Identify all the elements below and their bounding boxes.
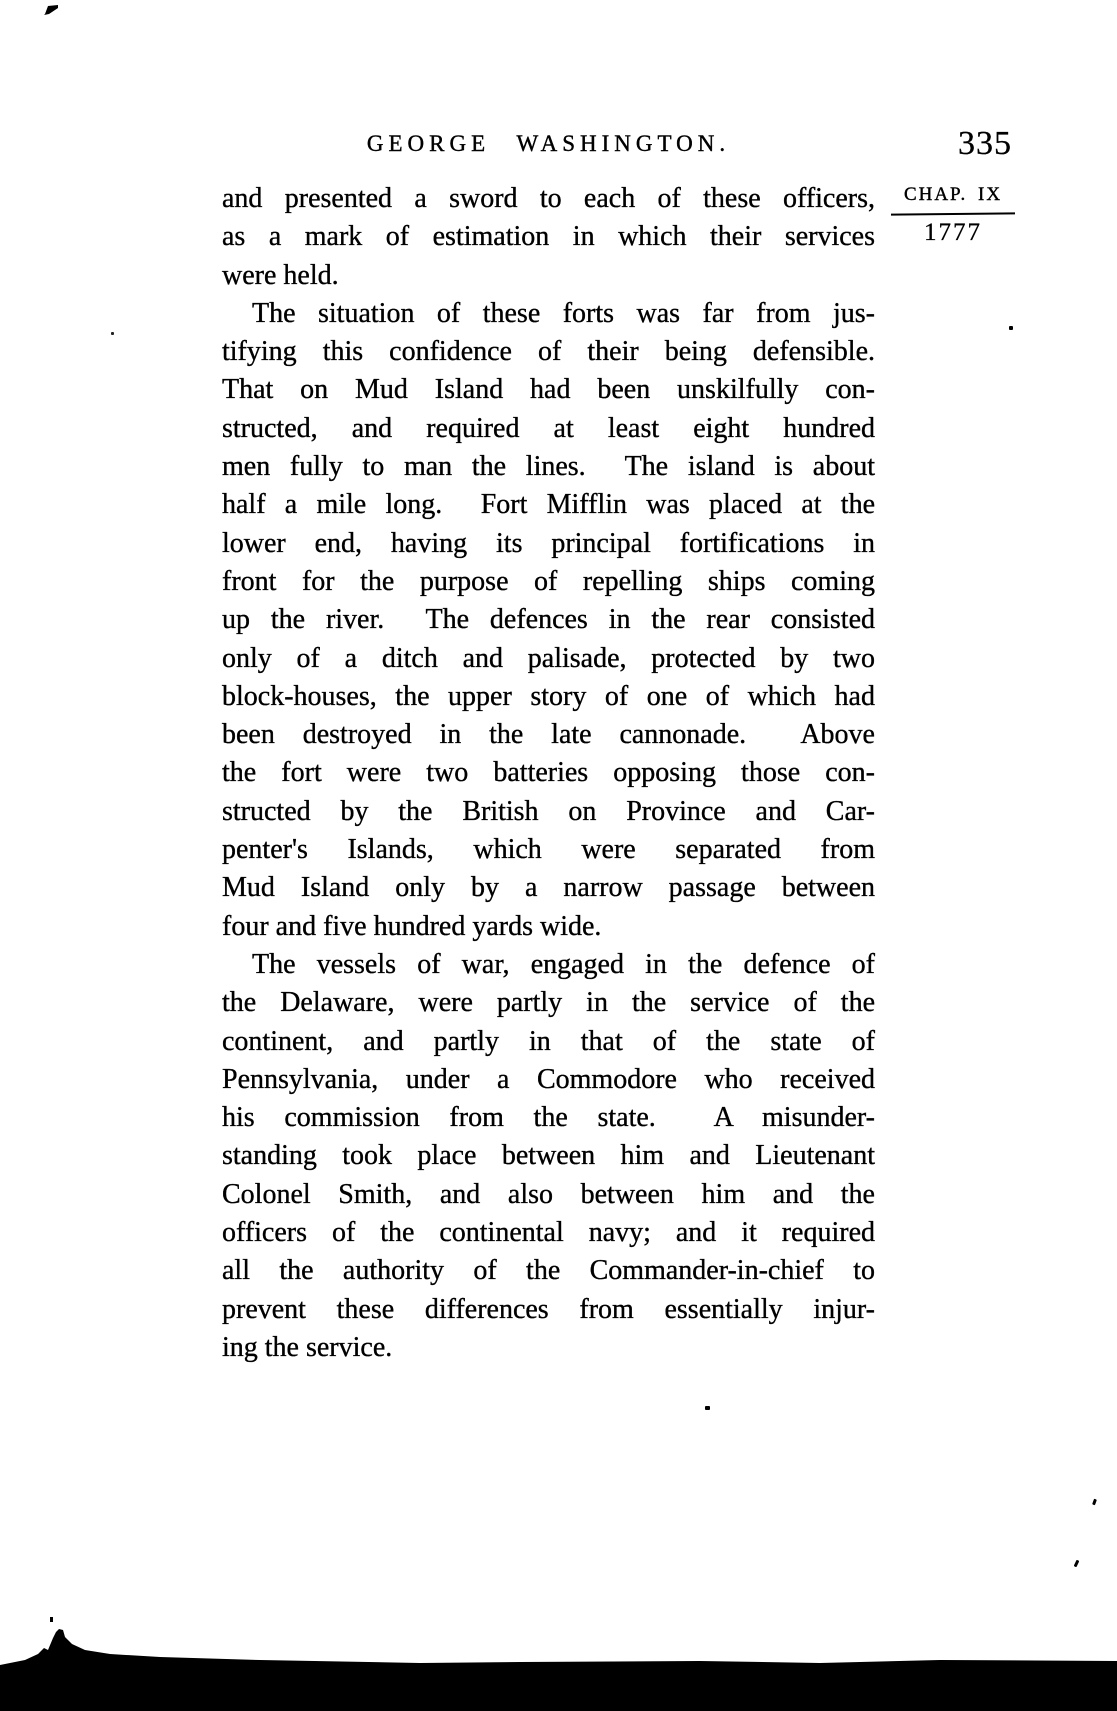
text-line: all the authority of the Commander-in-chief to xyxy=(222,1255,875,1287)
text-line: tifying this confidence of their being defensible. xyxy=(222,336,875,368)
year-label: 1777 xyxy=(924,219,982,246)
scan-artifact-speck xyxy=(1009,326,1013,330)
text-line: lower end, having its principal fortifications in xyxy=(222,527,875,559)
text-line: officers of the continental navy; and it required xyxy=(222,1217,875,1249)
text-line: the fort were two batteries opposing those con- xyxy=(222,757,875,789)
text-line: structed, and required at least eight hundred xyxy=(222,412,875,444)
text-line: ing the service. xyxy=(222,1331,393,1363)
text-line: front for the purpose of repelling ships coming xyxy=(222,565,875,597)
margin-rule-divider xyxy=(891,212,1015,215)
text-line: up the river. The defences in the rear consisted xyxy=(222,604,875,636)
text-line: Colonel Smith, and also between him and the xyxy=(222,1178,875,1210)
text-line: the Delaware, were partly in the service of the xyxy=(222,987,875,1019)
text-line: been destroyed in the late cannonade. Above xyxy=(222,719,875,751)
text-line: The situation of these forts was far from jus- xyxy=(252,297,875,329)
text-line: structed by the British on Province and Car- xyxy=(222,795,875,827)
running-head-title: GEORGE WASHINGTON. xyxy=(366,131,731,156)
text-line: penter's Islands, which were separated from xyxy=(222,834,875,866)
text-line: four and five hundred yards wide. xyxy=(222,910,602,942)
scan-artifact-speck xyxy=(1092,1499,1097,1506)
scan-artifact-speck xyxy=(1074,1560,1080,1568)
margin-note-block xyxy=(888,184,1018,247)
text-line: only of a ditch and palisade, protected by two xyxy=(222,642,875,674)
text-line: Pennsylvania, under a Commodore who received xyxy=(222,1063,875,1095)
scan-artifact-speck xyxy=(705,1406,710,1410)
text-line: prevent these differences from essentially injur- xyxy=(222,1293,875,1325)
text-line: his commission from the state. A misunder- xyxy=(222,1102,875,1134)
text-line: block-houses, the upper story of one of which had xyxy=(222,680,875,712)
text-line: were held. xyxy=(222,259,339,291)
scan-artifact-speck xyxy=(111,332,114,335)
text-line: as a mark of estimation in which their services xyxy=(222,221,875,253)
text-line: Mud Island only by a narrow passage between xyxy=(222,872,875,904)
body-text xyxy=(222,180,875,1367)
text-line: That on Mud Island had been unskilfully con- xyxy=(222,374,875,406)
text-line: half a mile long. Fort Mifflin was placed at the xyxy=(222,489,875,521)
scan-artifact-bottom-smudge xyxy=(0,1590,1117,1711)
page-number: 335 xyxy=(958,125,1012,162)
text-line: and presented a sword to each of these officers, xyxy=(222,183,875,214)
scan-artifact-corner-mark xyxy=(43,4,63,18)
text-line: standing took place between him and Lieutenant xyxy=(222,1140,875,1172)
text-line: continent, and partly in that of the state of xyxy=(222,1025,875,1057)
text-line: The vessels of war, engaged in the defence of xyxy=(252,948,875,980)
chapter-label: CHAP. IX xyxy=(903,184,1003,205)
text-line: men fully to man the lines. The island is about xyxy=(222,451,875,483)
